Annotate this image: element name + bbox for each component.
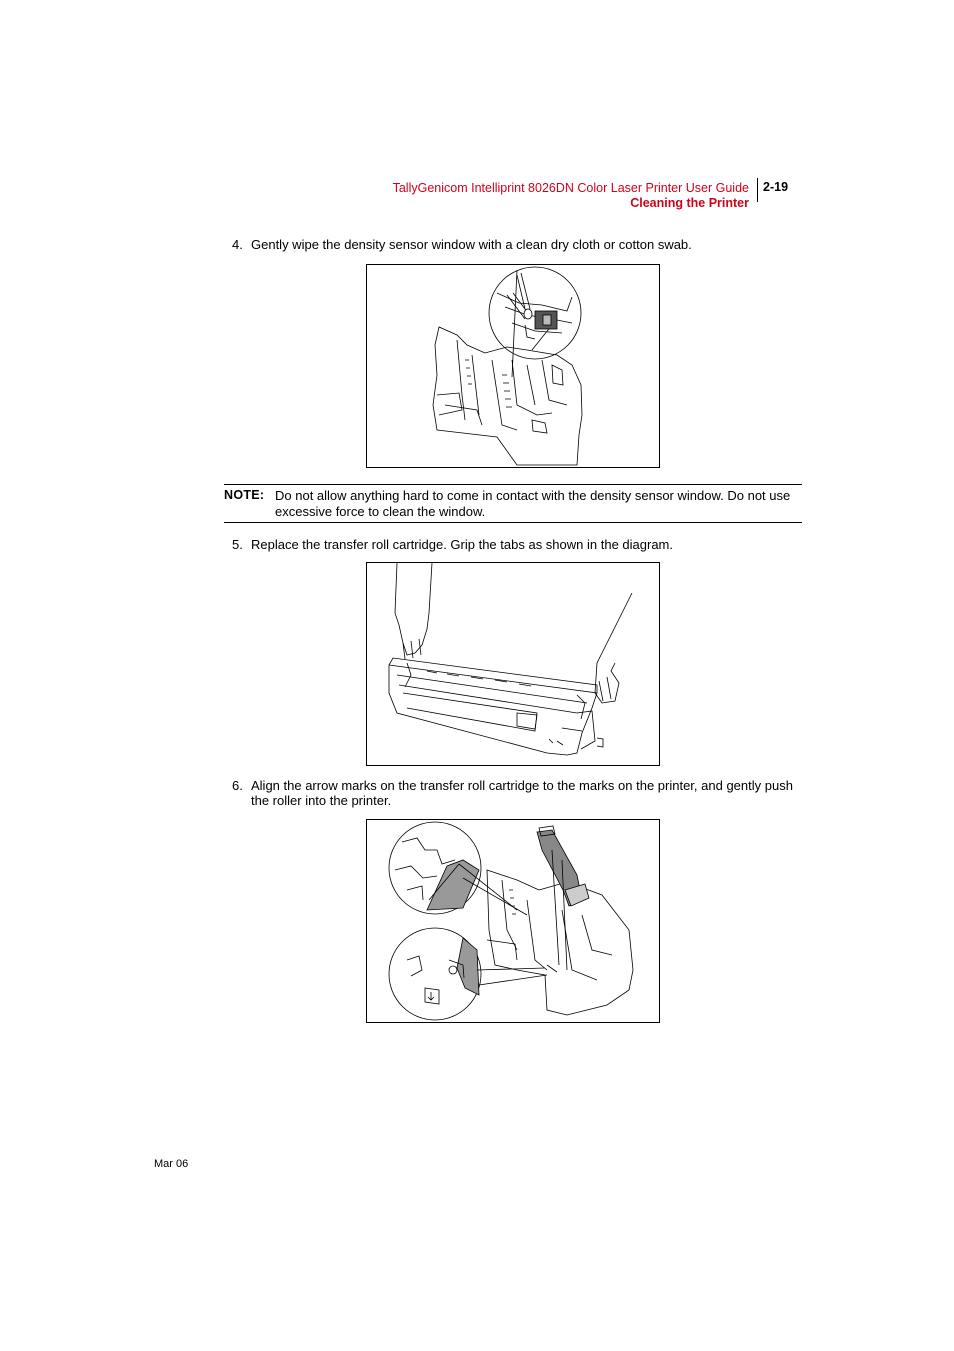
header-divider [757, 178, 758, 202]
step-text: Gently wipe the density sensor window with a clean dry cloth or cotton swab. [251, 237, 692, 252]
figure-density-sensor [366, 264, 660, 468]
note-text: Do not allow anything hard to come in contact with the density sensor window. Do not use excessive force to clean the window. [275, 488, 791, 519]
section-title: Cleaning the Printer [630, 196, 749, 210]
footer-date: Mar 06 [154, 1158, 189, 1170]
step-number: 5. [232, 537, 243, 552]
step-text: Align the arrow marks on the transfer roll cartridge to the marks on the printer, and gently push the roller into the printer. [251, 778, 793, 808]
guide-title: TallyGenicom Intelliprint 8026DN Color Laser Printer User Guide [392, 181, 749, 195]
transfer-roll-illustration [367, 563, 659, 765]
step-number: 4. [232, 237, 243, 252]
page-number: 2-19 [763, 180, 789, 194]
step-text: Replace the transfer roll cartridge. Grip the tabs as shown in the diagram. [251, 537, 673, 552]
step-number: 6. [232, 778, 243, 793]
density-sensor-illustration [367, 265, 659, 467]
note-label: NOTE: [224, 488, 265, 502]
figure-transfer-roll-grip [366, 562, 660, 766]
alignment-illustration [367, 820, 659, 1022]
figure-align-arrows [366, 819, 660, 1023]
note-top-rule [224, 484, 802, 485]
note-bottom-rule [224, 522, 802, 523]
